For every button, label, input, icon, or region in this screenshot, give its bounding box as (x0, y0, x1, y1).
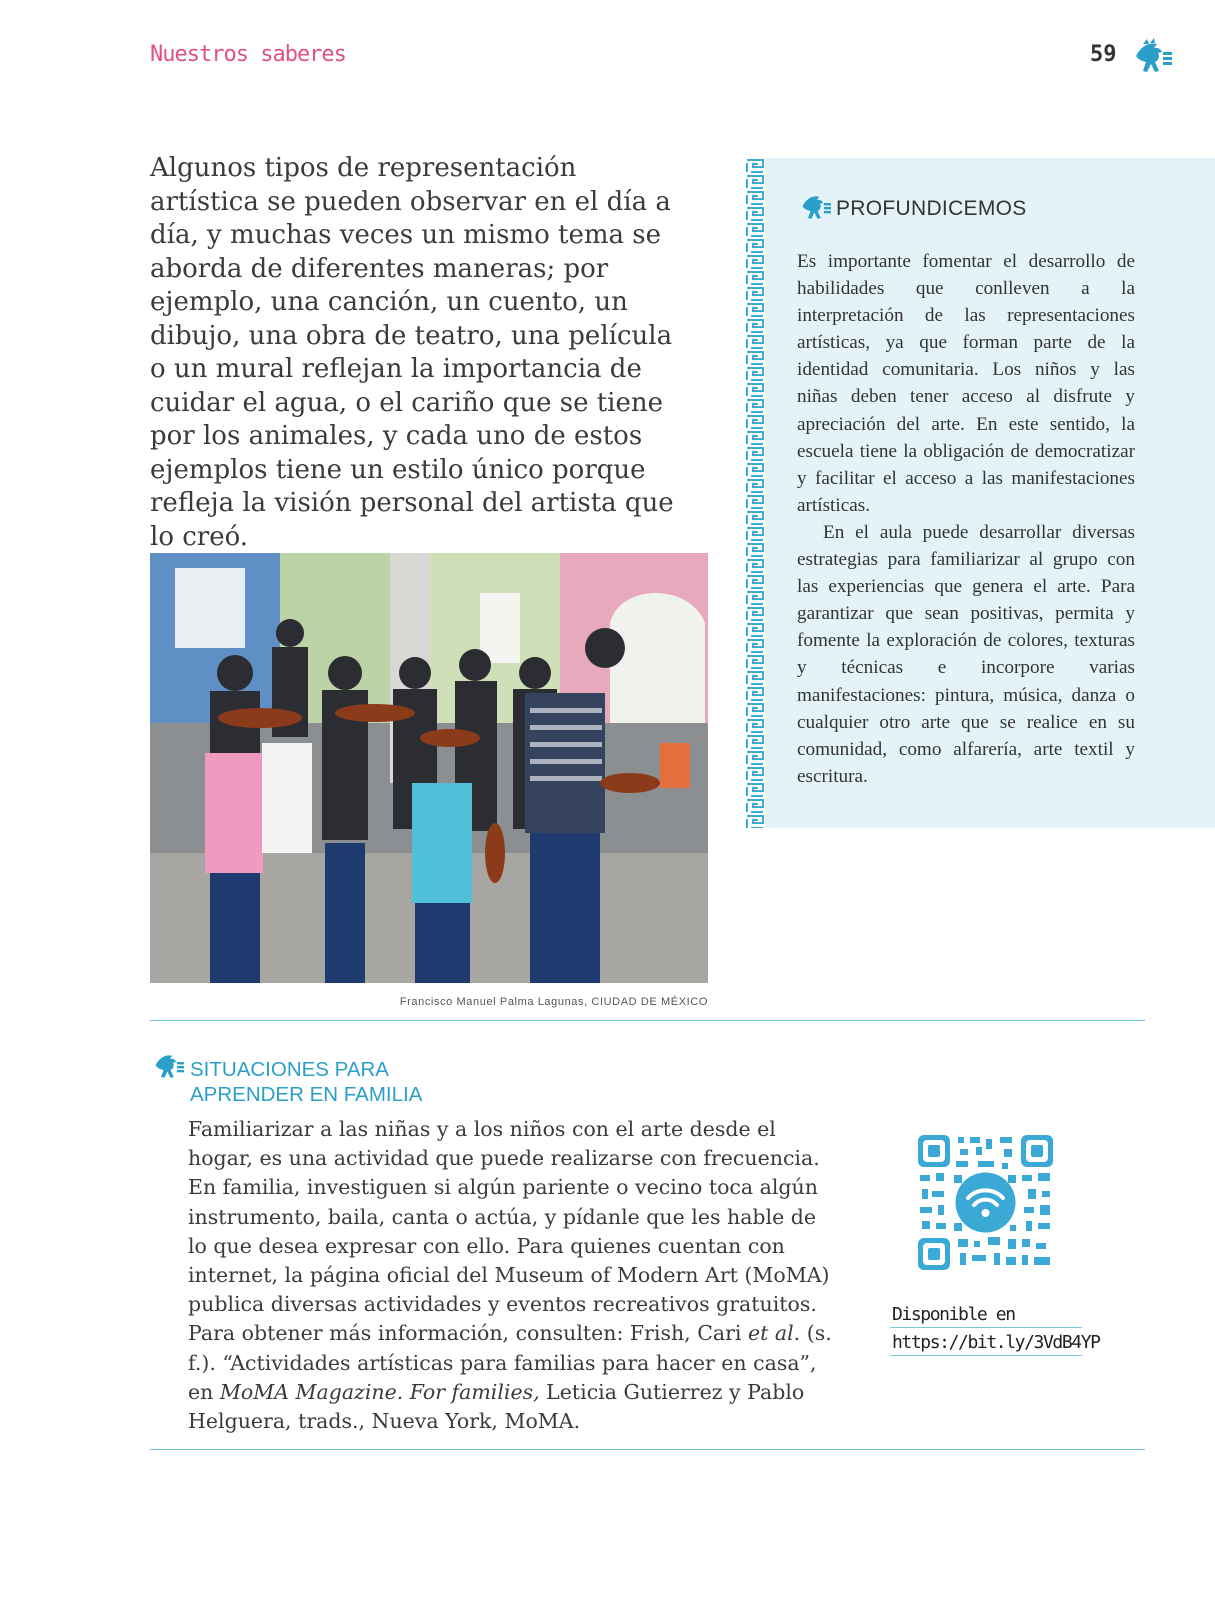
url-link[interactable]: https://bit.ly/3VdB4YP (890, 1328, 1082, 1356)
orchestra-photo (150, 553, 708, 983)
photo-caption: Francisco Manuel Palma Lagunas, CIUDAD DE MÉXICO (399, 996, 708, 1008)
availability-block (890, 1300, 1100, 1356)
familia-text-part-1: Familiarizar a las niñas y a los niños con el arte desde el hogar, es una actividad que puede realizarse con frecuencia. En familia, investiguen si algún pariente o vecino toca algún instrumento, baila, canta o actúa, y pídanle que les hable de lo que desea expresar con ello. Para quienes cuentan con internet, la página oficial del Museum of Modern Art (MoMA) publica diversas actividades y eventos recreativos gratuitos. Para obtener más información, consulten: Frish, Cari (188, 1117, 830, 1346)
profundicemos-body (797, 248, 1135, 790)
familia-magazine: MoMA Magazine. For families, (219, 1379, 540, 1404)
familia-title-line-1: SITUACIONES PARA (190, 1058, 389, 1081)
profundicemos-paragraph-1: Es importante fomentar el desarrollo de habilidades que conlleven a la interpretación de las representaciones artísticas, ya que forman parte de la identidad comunitaria. Los niños y las niñas deben tener acceso al disfrute y apreciación del arte. En este sentido, la escuela tiene la obligación de democratizar y facilitar el acceso a las manifestaciones artísticas. (797, 251, 1135, 516)
familia-title-line-2: APRENDER EN FAMILIA (190, 1083, 423, 1106)
familia-title (190, 1057, 422, 1107)
qr-code-icon[interactable] (918, 1135, 1053, 1270)
familia-text-part-3: Leticia Gutierrez y Pablo Helguera, trads., Nueva York, MoMA. (188, 1379, 805, 1434)
familia-text-part-2: (s. f.). “Actividades artísticas para familias para hacer en casa”, en (188, 1321, 832, 1404)
greca-border (745, 158, 765, 828)
profundicemos-title: PROFUNDICEMOS (836, 197, 1027, 220)
divider-bottom (150, 1449, 1145, 1450)
familia-etal: et al. (748, 1321, 801, 1346)
section-title: Nuestros saberes (150, 42, 346, 67)
familia-text (188, 1115, 838, 1436)
page-number: 59 (1090, 42, 1117, 67)
hand-deer-icon (800, 192, 832, 222)
intro-text: Algunos tipos de representación artística se pueden observar en el día a día, y muchas veces un mismo tema se aborda de diferentes maneras; por ejemplo, una canción, un cuento, un dibujo, una obra de teatro, una película o un mural reflejan la importancia de cuidar el agua, o el cariño que se tiene por los animales, y cada uno de estos ejemplos tiene un estilo único porque refleja la visión personal del artista que lo creó. (150, 153, 674, 552)
hand-deer-logo-icon (1133, 38, 1173, 76)
divider-top (150, 1020, 1145, 1021)
familia-body (188, 1115, 838, 1436)
available-label: Disponible en (890, 1300, 1082, 1328)
intro-paragraph (150, 152, 690, 554)
profundicemos-paragraph-2: En el aula puede desarrollar diversas estrategias para familiarizar al grupo con las experiencias que genera el arte. Para garantizar que sean positivas, permita y fomente la exploración de colores, texturas y técnicas e incorpore varias manifestaciones: pintura, música, danza o cualquier otro arte que se realice en su comunidad, como alfarería, arte textil y escritura. (797, 521, 1135, 787)
hand-deer-icon (153, 1051, 185, 1081)
